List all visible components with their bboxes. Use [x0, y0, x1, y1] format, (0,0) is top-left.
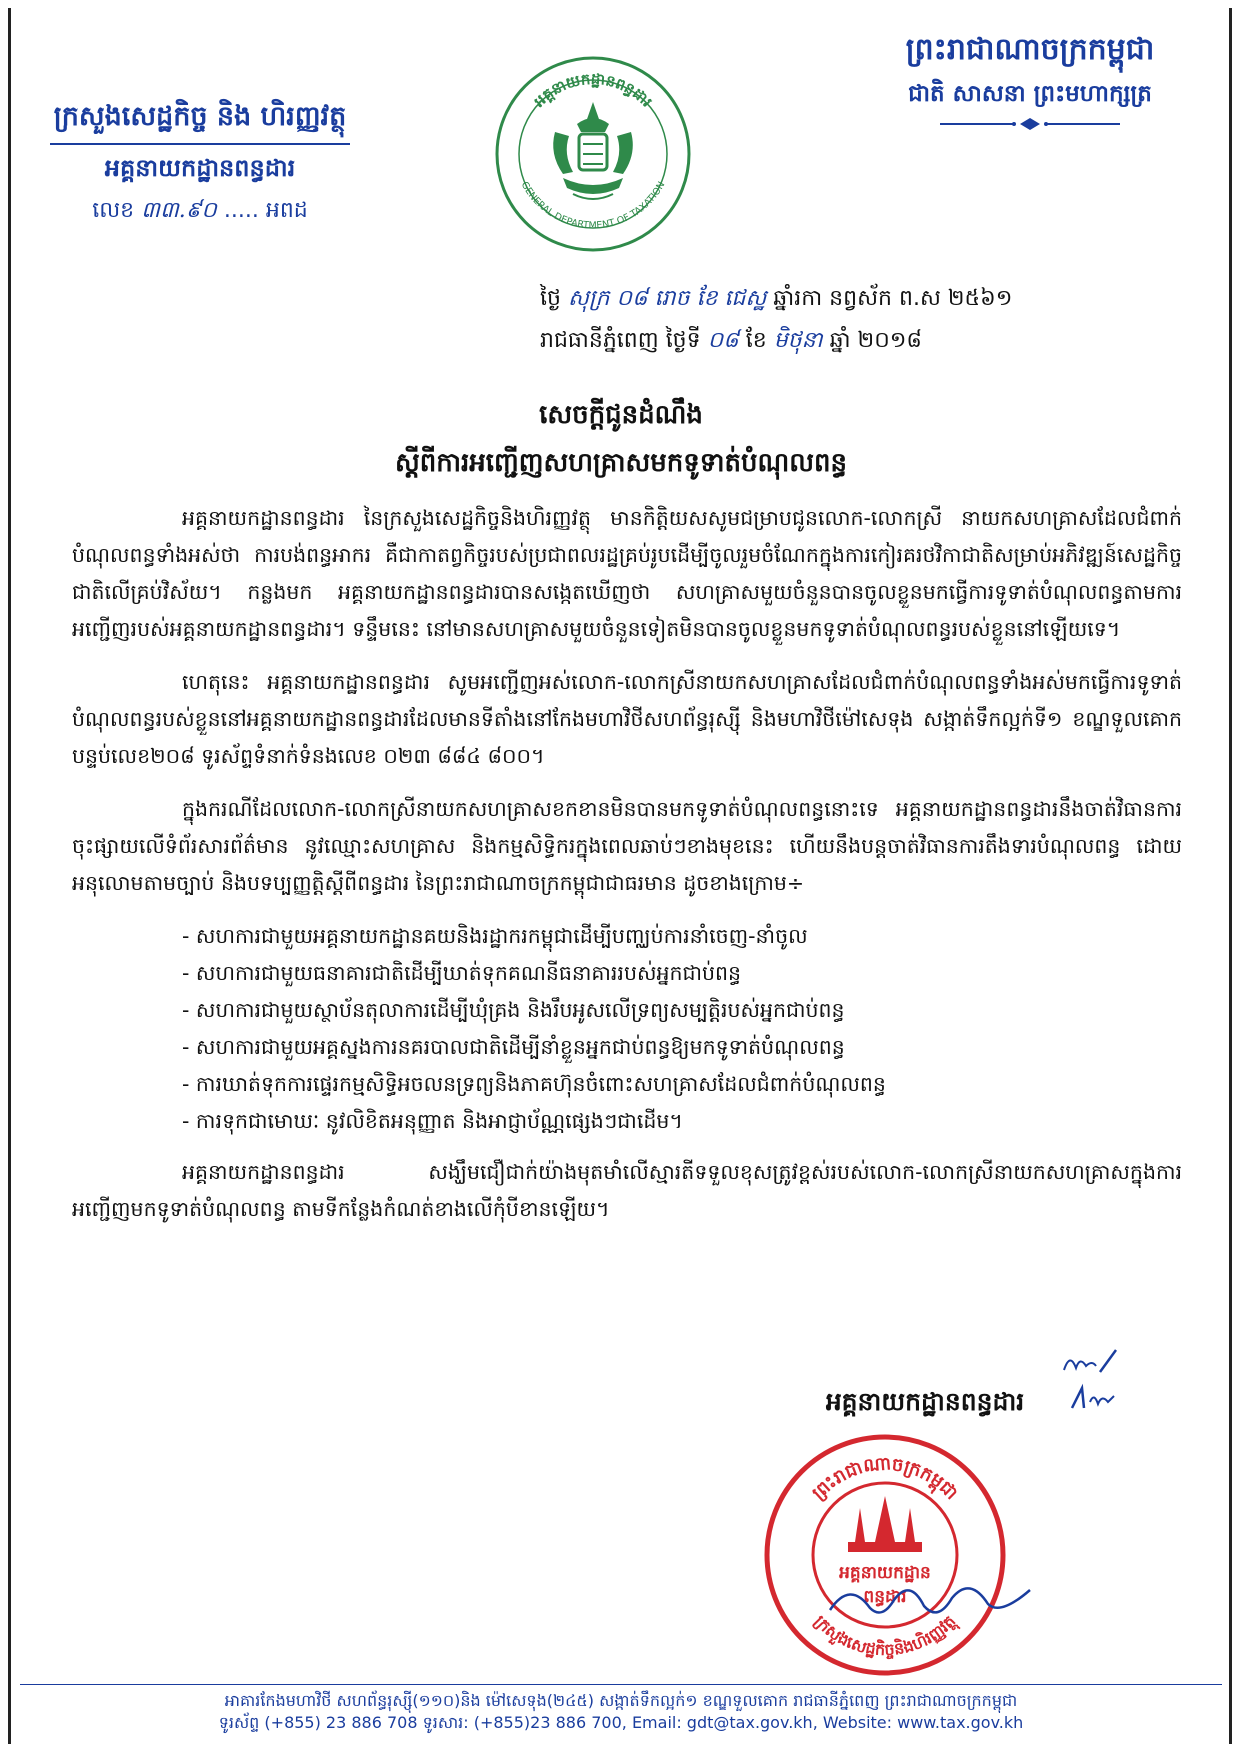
- list-item: - ការឃាត់ទុកការផ្ទេរកម្មសិទ្ធិអចលនទ្រព្យនិងភាគហ៊ុនចំពោះសហគ្រាសដែលជំពាក់បំណុលពន្ធ: [182, 1066, 1182, 1103]
- solar-day-handwritten: ០៨: [707, 328, 739, 353]
- kingdom-motto: ជាតិ សាសនា ព្រះមហាក្សត្រ: [908, 81, 1152, 107]
- seal-top-text: ព្រះរាជាណាចក្រកម្ពុជា: [808, 1453, 963, 1505]
- handwritten-initials-icon: [1060, 1342, 1120, 1382]
- solar-month-handwritten: មិថុនា: [773, 328, 823, 353]
- list-item: - សហការជាមួយអគ្គនាយកដ្ឋានគយនិងរដ្ឋាករកម្ពុជាដើម្បីបញ្ឈប់ការនាំចេញ-នាំចូល: [182, 918, 1182, 955]
- notice-title-line2: ស្តីពីការអញ្ជើញសហគ្រាសមកទូទាត់បំណុលពន្ធ: [394, 448, 848, 478]
- lunar-date: ថ្ងៃ សុក្រ ០៨ រោច ខែ ជេស្ឋ ឆ្នាំរកា នព្វស័ក ព.ស ២៥៦១: [540, 286, 1013, 311]
- handwritten-initials-icon: [1068, 1382, 1118, 1416]
- seal-center-text: អគ្គនាយកដ្ឋាន: [839, 1563, 931, 1583]
- list-item: - ការទុកជាមោឃៈ នូវលិខិតអនុញ្ញាត និងអាជ្ញាប័ណ្ណផ្សេងៗជាដើម។: [182, 1103, 1182, 1140]
- logo-bottom-text: GENERAL DEPARTMENT OF TAXATION: [518, 179, 668, 232]
- ornament-divider-icon: [930, 117, 1130, 131]
- solar-date: រាជធានីភ្នំពេញ ថ្ងៃទី ០៨ ខែ មិថុនា ឆ្នាំ ២០១៨: [540, 328, 923, 353]
- footer-address: អាគារកែងមហាវិថី សហព័ន្ធរុស្ស៊ី(១១០)និង ម៉ៅសេទុង(២៤៥) សង្កាត់ទឹកល្អក់១ ខណ្ឌទួលគោក រាជធានីភ្នំពេញ ព្រះរាជាណាចក្រកម្ពុជា: [224, 1691, 1018, 1710]
- logo-top-text: អគ្គនាយកដ្ឋានពន្ធដារ: [530, 69, 656, 111]
- footer-divider: [20, 1684, 1222, 1685]
- paragraph-2: ហេតុនេះ អគ្គនាយកដ្ឋានពន្ធដារ សូមអញ្ជើញអស់លោក-លោកស្រីនាយកសហគ្រាសដែលជំពាក់បំណុលពន្ធទាំងអស់មកធ្វើការទូទាត់បំណុលពន្ធរបស់ខ្លួននៅអគ្គនាយកដ្ឋានពន្ធដារដែលមានទីតាំងនៅកែងមហាវិថីសហព័ន្ធរុស្ស៊ី និងមហាវិថីម៉ៅសេទុង សង្កាត់ទឹកល្អក់ទី១ ខណ្ឌទួលគោក បន្ទប់លេខ២០៨ ទូរស័ព្ទទំនាក់ទំនងលេខ ០២៣ ៨៨៤ ៨០០។: [72, 670, 1182, 768]
- seal-bottom-text: ក្រសួងសេដ្ឋកិច្ចនិងហិរញ្ញវត្ថុ: [810, 1611, 960, 1660]
- signatory-title: អគ្គនាយកដ្ឋានពន្ធដារ: [825, 1387, 1025, 1416]
- date-block: [540, 284, 1220, 368]
- notice-title: [0, 398, 1242, 484]
- paragraph-3: ក្នុងករណីដែលលោក-លោកស្រីនាយកសហគ្រាសខកខានមិនបានមកទូទាត់បំណុលពន្ធនោះទេ អគ្គនាយកដ្ឋានពន្ធដារនឹងចាត់វិធានការចុះផ្សាយលើទំព័រសារព័ត៌មាន នូវឈ្មោះសហគ្រាស និងកម្មសិទ្ធិករក្នុងពេលឆាប់ៗខាងមុខនេះ ហើយនឹងបន្តចាត់វិធានការតឹងទារបំណុលពន្ធ ដោយអនុលោមតាមច្បាប់ និងបទប្បញ្ញត្តិស្តីពីពន្ធដារ នៃព្រះរាជាណាចក្រកម្ពុជាជាធរមាន ដូចខាងក្រោម÷: [72, 797, 1182, 895]
- ref-prefix: លេខ: [92, 198, 135, 223]
- signature-icon: [820, 1570, 1040, 1630]
- measures-list: [182, 918, 1182, 1140]
- gdt-logo-icon: [493, 54, 693, 254]
- paragraph-4: អគ្គនាយកដ្ឋានពន្ធដារ សង្ឃឹមជឿជាក់យ៉ាងមុតមាំលើស្មារតីទទួលខុសត្រូវខ្ពស់របស់លោក-លោកស្រីនាយកសហគ្រាសក្នុងការអញ្ជើញមកទូទាត់បំណុលពន្ធ តាមទីកន្លែងកំណត់ខាងលើកុំបីខានឡើយ។: [72, 1160, 1182, 1221]
- footer: [20, 1690, 1222, 1734]
- ministry-name: ក្រសួងសេដ្ឋកិច្ច និង ហិរញ្ញវត្ថុ: [53, 101, 347, 132]
- ref-suffix: អពដ: [265, 198, 308, 223]
- list-item: - សហការជាមួយស្ថាប័នតុលាការដើម្បីឃុំគ្រង និងរឹបអូសលើទ្រព្យសម្បត្តិរបស់អ្នកជាប់ពន្ធ: [182, 992, 1182, 1029]
- lunar-date-handwritten: សុក្រ ០៨ រោច ខែ ជេស្ឋ: [567, 286, 767, 311]
- ministry-header: [20, 100, 380, 228]
- svg-text:ព្រះរាជាណាចក្រកម្ពុជា: [808, 1453, 962, 1504]
- ref-number: ៣៣.៩០: [141, 198, 217, 223]
- list-item: - សហការជាមួយអគ្គស្នងការនគរបាលជាតិដើម្បីនាំខ្លួនអ្នកជាប់ពន្ធឱ្យមកទូទាត់បំណុលពន្ធ: [182, 1029, 1182, 1066]
- kingdom-name: ព្រះរាជាណាចក្រកម្ពុជា: [905, 32, 1155, 67]
- list-item: - សហការជាមួយធនាគារជាតិដើម្បីឃាត់ទុកគណនីធនាគាររបស់អ្នកជាប់ពន្ធ: [182, 955, 1182, 992]
- notice-title-line1: សេចក្តីជូនដំណឹង: [539, 400, 703, 430]
- seal-center-text2: ពន្ធដារ: [863, 1587, 907, 1607]
- notice-body: [72, 500, 1182, 1244]
- reference-number: លេខ ៣៣.៩០ ..... អពដ: [92, 198, 308, 223]
- paragraph-1: អគ្គនាយកដ្ឋានពន្ធដារ នៃក្រសួងសេដ្ឋកិច្ចនិងហិរញ្ញវត្ថុ មានកិត្តិយសសូមជម្រាបជូនលោក-លោកស្រី នាយកសហគ្រាសដែលជំពាក់បំណុលពន្ធទាំងអស់ថា ការបង់ពន្ធអាករ គឺជាកាតព្វកិច្ចរបស់ប្រជាពលរដ្ឋគ្រប់រូបដើម្បីចូលរួមចំណែកក្នុងការកៀរគរថវិកាជាតិសម្រាប់អភិវឌ្ឍន៍សេដ្ឋកិច្ចជាតិលើគ្រប់វិស័យ។ កន្លងមក អគ្គនាយកដ្ឋានពន្ធដារបានសង្កេតឃើញថា សហគ្រាសមួយចំនួនបានចូលខ្លួនមកធ្វើការទូទាត់បំណុលពន្ធតាមការអញ្ជើញរបស់អគ្គនាយកដ្ឋានពន្ធដារ។ ទន្ទឹមនេះ នៅមានសហគ្រាសមួយចំនួនទៀតមិនបានចូលខ្លួនមកទូទាត់បំណុលពន្ធរបស់ខ្លួននៅឡើយទេ។: [72, 506, 1182, 641]
- kingdom-header: [830, 30, 1230, 135]
- footer-contact: ទូរស័ព្ទ (+855) 23 886 708 ទូរសារ: (+855)23 886 700, Email: gdt@tax.gov.kh, Website: www.tax.gov.kh: [218, 1713, 1024, 1732]
- ministry-underline: [50, 143, 350, 145]
- official-seal-icon: [760, 1430, 1010, 1680]
- department-name: អគ្គនាយកដ្ឋានពន្ធដារ: [104, 154, 296, 182]
